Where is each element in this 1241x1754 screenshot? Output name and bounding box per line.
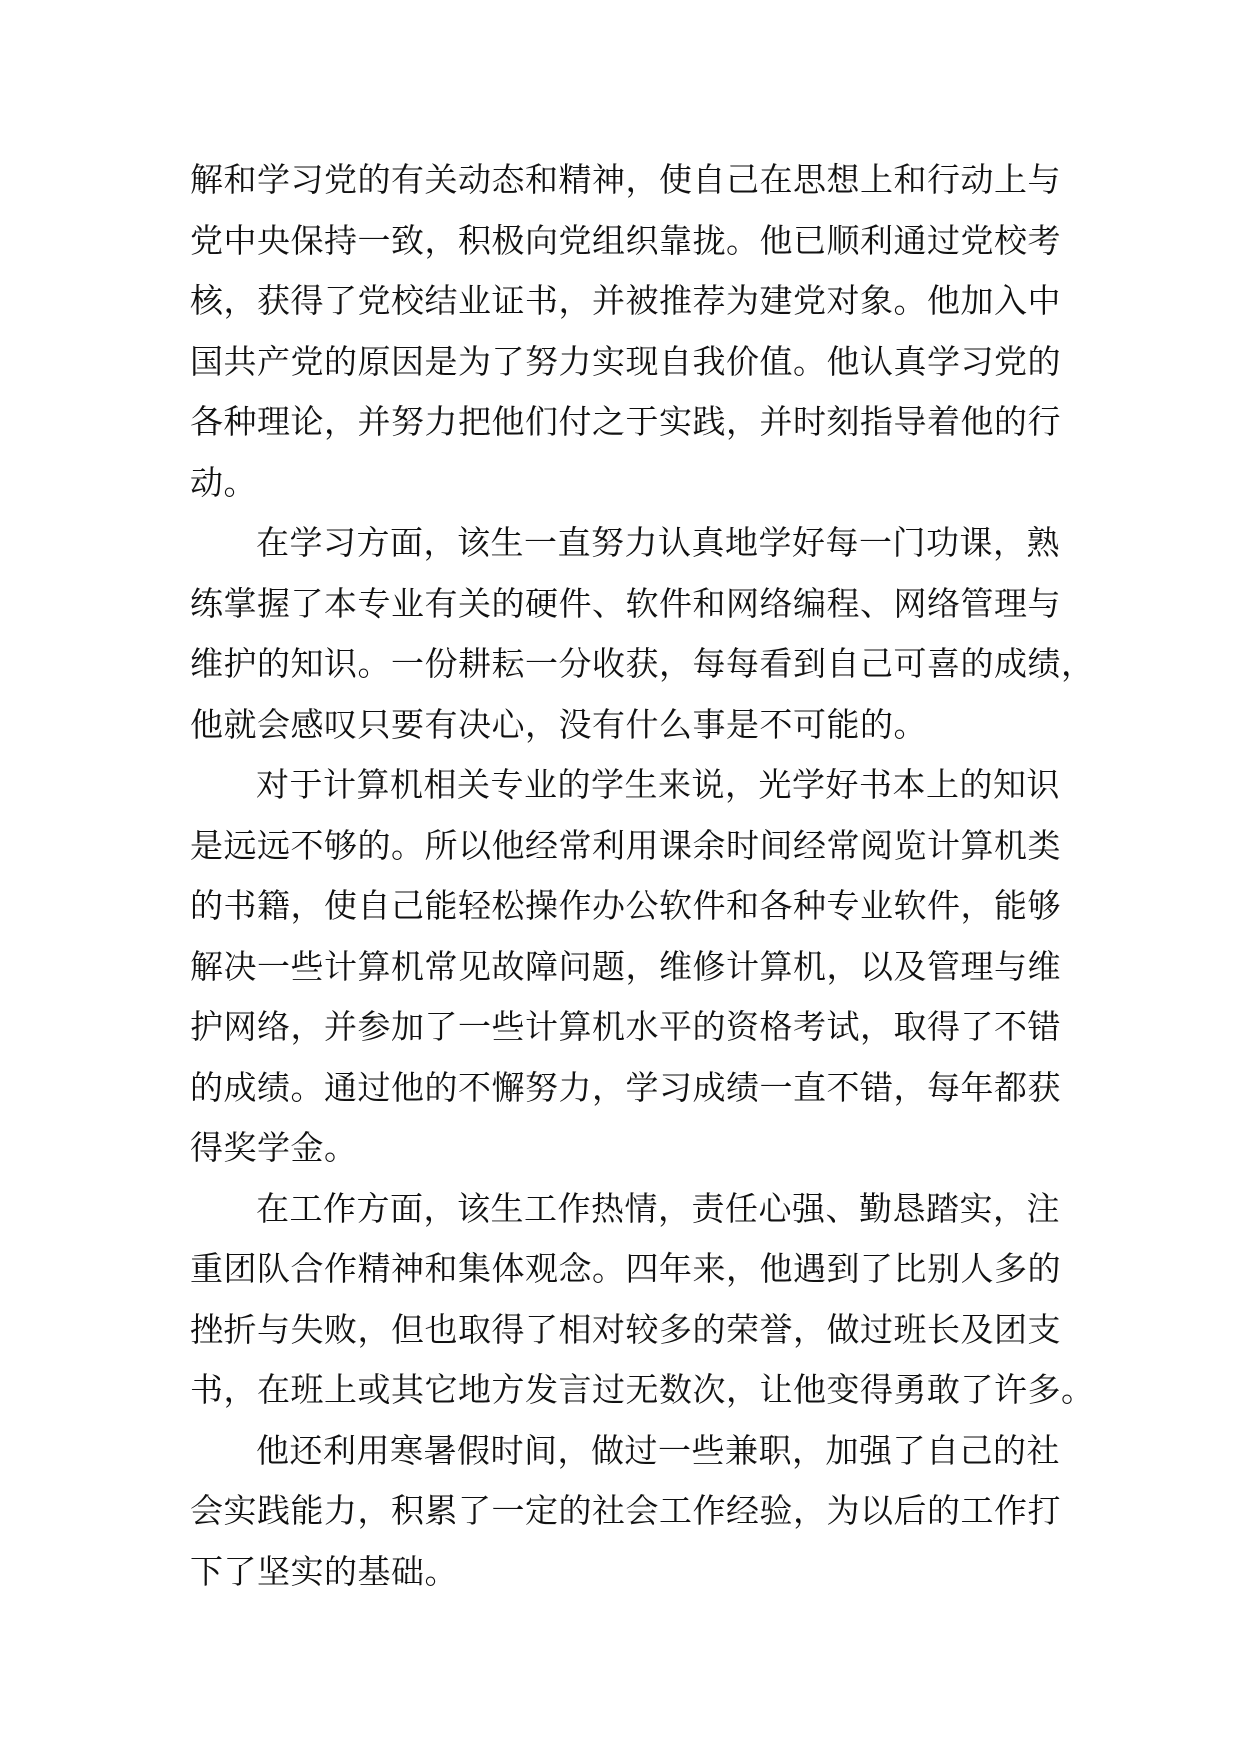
text-line: 他还利用寒暑假时间，做过一些兼职，加强了自己的社 xyxy=(256,1430,1060,1470)
paragraph-computer-skills xyxy=(190,755,1061,1179)
text-line: 在学习方面，该生一直努力认真地学好每一门功课，熟 xyxy=(256,523,1060,562)
text-line: 护网络，并参加了一些计算机水平的资格考试，取得了不错 xyxy=(190,1007,1061,1046)
text-line: 的成绩。通过他的不懈努力，学习成绩一直不错，每年都获 xyxy=(190,1067,1061,1107)
text-line: 书，在班上或其它地方发言过无数次，让他变得勇敢了许多。 xyxy=(190,1370,1095,1409)
text-line: 是远远不够的。所以他经常利用课余时间经常阅览计算机类 xyxy=(190,825,1061,865)
text-line: 核，获得了党校结业证书，并被推荐为建党对象。他加入中 xyxy=(190,281,1061,320)
text-line: 得奖学金。 xyxy=(190,1128,358,1167)
text-line: 解决一些计算机常见故障问题，维修计算机，以及管理与维 xyxy=(190,946,1061,986)
text-line: 动。 xyxy=(190,462,257,502)
document-body xyxy=(190,150,1095,1602)
text-line: 的书籍，使自己能轻松操作办公软件和各种专业软件，能够 xyxy=(190,886,1061,925)
text-line: 练掌握了本专业有关的硬件、软件和网络编程、网络管理与 xyxy=(190,583,1061,623)
paragraph-part-time xyxy=(190,1421,1061,1603)
paragraph-study xyxy=(190,513,1095,755)
text-line: 下了坚实的基础。 xyxy=(190,1551,458,1591)
text-line: 在工作方面，该生工作热情，责任心强、勤恳踏实，注 xyxy=(256,1188,1060,1228)
text-line: 挫折与失败，但也取得了相对较多的荣誉，做过班长及团支 xyxy=(190,1309,1061,1349)
paragraph-party-activity xyxy=(190,150,1061,513)
text-line: 各种理论，并努力把他们付之于实践，并时刻指导着他的行 xyxy=(190,402,1061,441)
text-line: 他就会感叹只要有决心，没有什么事是不可能的。 xyxy=(190,704,927,744)
paragraph-work xyxy=(190,1179,1095,1421)
text-line: 党中央保持一致，积极向党组织靠拢。他已顺利通过党校考 xyxy=(190,220,1061,260)
text-line: 对于计算机相关专业的学生来说，光学好书本上的知识 xyxy=(256,765,1060,804)
text-line: 维护的知识。一份耕耘一分收获，每每看到自己可喜的成绩， xyxy=(190,644,1095,683)
text-line: 重团队合作精神和集体观念。四年来，他遇到了比别人多的 xyxy=(190,1249,1061,1288)
text-line: 会实践能力，积累了一定的社会工作经验，为以后的工作打 xyxy=(190,1491,1061,1530)
text-line: 解和学习党的有关动态和精神，使自己在思想上和行动上与 xyxy=(190,160,1061,199)
text-line: 国共产党的原因是为了努力实现自我价值。他认真学习党的 xyxy=(190,341,1061,381)
